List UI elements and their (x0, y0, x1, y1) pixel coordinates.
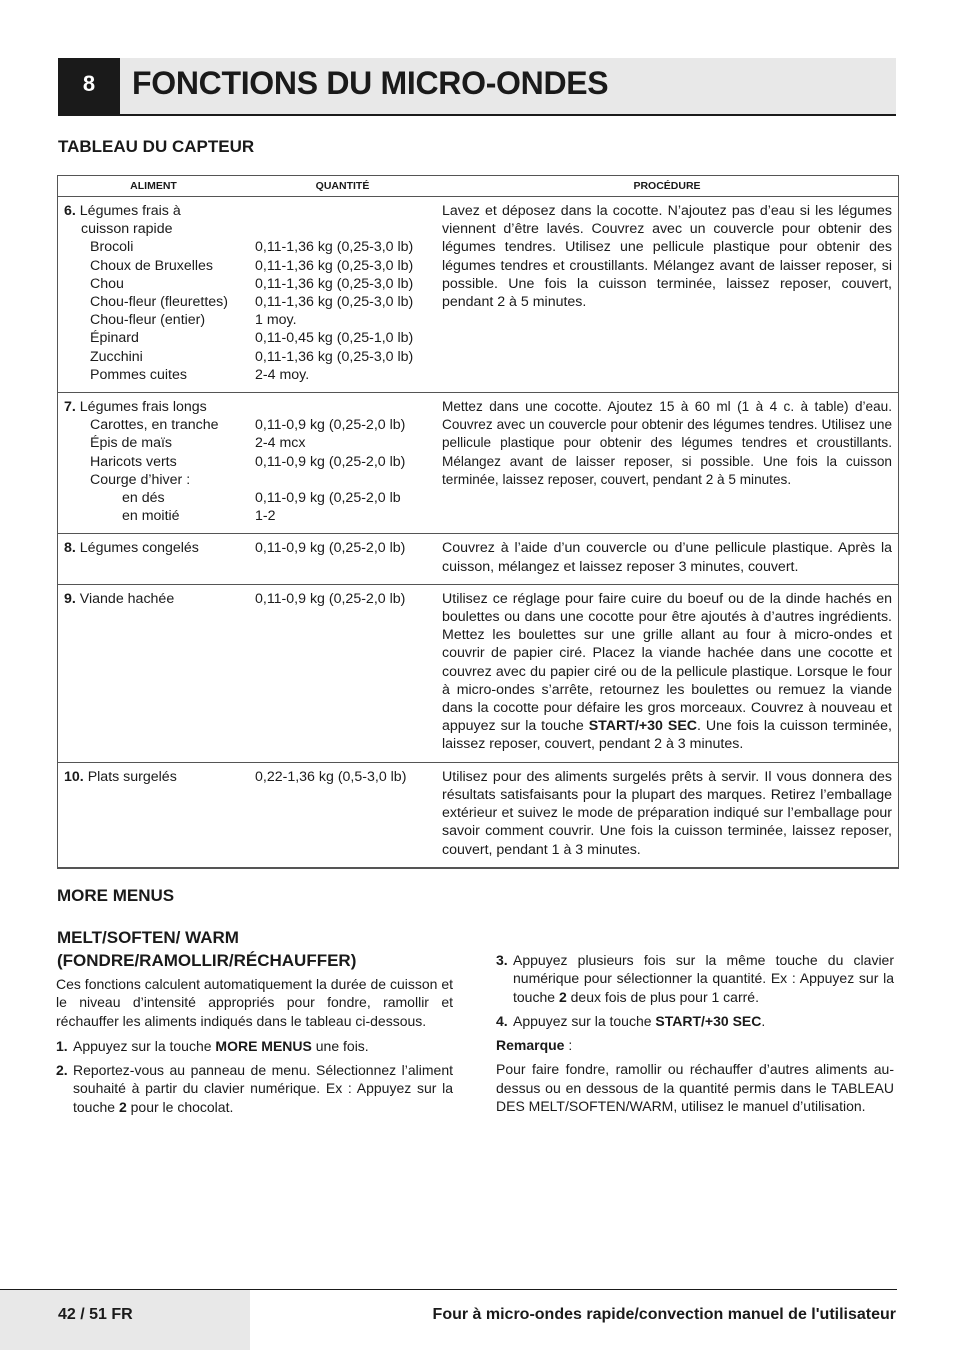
row-number: 9. (64, 590, 76, 607)
quantity-value: 0,11-0,9 kg (0,25-2,0 lb) (255, 417, 406, 434)
table-row (58, 584, 898, 762)
remark-paragraph: Pour faire fondre, ramollir ou réchauffer d’autres aliments au-dessus ou en dessous de la quantité permis dans le TABLEAU DES MELT/SOFTEN/WARM, utilisez le manuel d’utilisation. (496, 1061, 894, 1115)
list-item (496, 1012, 894, 1030)
quantity-value: 0,11-1,36 kg (0,25-3,0 lb) (255, 275, 414, 292)
table-row (58, 197, 898, 393)
step-number: 2. (56, 1062, 68, 1079)
key-label: START/+30 SEC (588, 718, 698, 735)
food-cell (58, 534, 249, 584)
melt-soften-warm-heading (57, 926, 356, 972)
key-label: 2 (558, 988, 567, 1005)
food-cell (58, 197, 249, 393)
food-item: Épinard (90, 330, 139, 347)
step-text: pour le chocolat. (126, 1098, 234, 1115)
page-number: 42 / 51 FR (58, 1306, 133, 1323)
step-text: Appuyez sur la touche (513, 1012, 656, 1029)
row-number: 10. (64, 768, 84, 785)
quantity-value: 0,11-0,9 kg (0,25-2,0 lb (255, 490, 401, 507)
food-subitem: en moitié (122, 508, 180, 525)
quantity-value: 0,11-0,9 kg (0,25-2,0 lb) (255, 453, 406, 470)
row-number: 6. (64, 203, 76, 219)
quantity-cell (249, 393, 436, 534)
food-title: Légumes frais longs (79, 399, 207, 416)
food-title-continued: cuisson rapide (81, 221, 173, 238)
food-cell (58, 393, 249, 534)
food-item: Épis de maïs (90, 435, 173, 452)
food-title: Viande hachée (79, 590, 175, 607)
quantity-value: 0,11-1,36 kg (0,25-3,0 lb) (255, 239, 414, 256)
procedure-cell: Lavez et déposez dans la cocotte. N’ajoutez pas d’eau si les légumes viennent d’être lavés. Couvrez avec un couvercle pour obtenir des légumes tendres. Utilisez une pellicule plastique pour obtenir des légumes tendres et croustillants. Mélangez avant de laisser reposer, si possible. Une fois la cuisson terminée, laissez reposer, couvert, pendant 2 à 5 minutes. (436, 197, 898, 393)
remark-label-text: Remarque (496, 1037, 565, 1054)
key-label: 2 (118, 1098, 127, 1115)
food-item: Haricots verts (90, 453, 177, 470)
list-item (56, 1061, 453, 1116)
step-text: . (761, 1012, 766, 1029)
step-text: deux fois de plus pour 1 carré. (566, 988, 759, 1005)
key-label: MORE MENUS (215, 1037, 312, 1054)
quantity-value: 0,11-0,9 kg (0,25-2,0 lb) (249, 584, 436, 762)
step-text: Reportez-vous au panneau de menu. Sélectionnez l’aliment souhaité à partir du clavier numérique. Ex : Appuyez sur la touche (73, 1062, 453, 1115)
step-text: Appuyez sur la touche (73, 1037, 216, 1054)
table-row (58, 762, 898, 867)
table-row (58, 393, 898, 534)
food-item: Carottes, en tranche (90, 417, 219, 434)
food-item: Chou (90, 275, 124, 292)
food-cell (58, 762, 249, 867)
food-title: Légumes frais à (79, 203, 181, 219)
remark-label (496, 1036, 894, 1054)
quantity-value: 0,22-1,36 kg (0,5-3,0 lb) (249, 762, 436, 867)
food-title: Plats surgelés (87, 768, 177, 785)
quantity-value: 2-4 moy. (255, 366, 310, 383)
food-subitem: en dés (122, 490, 165, 507)
column-header-procedure: PROCÉDURE (436, 176, 898, 197)
step-text: Appuyez plusieurs fois sur la même touche du clavier numérique pour sélectionner la quantité. Ex : Appuyez sur la touche (513, 952, 894, 1005)
step-number: 4. (496, 1012, 508, 1029)
chapter-title: FONCTIONS DU MICRO-ONDES (132, 65, 609, 101)
key-label: START/+30 SEC (655, 1012, 762, 1029)
food-item: Chou-fleur (fleurettes) (90, 294, 228, 311)
procedure-cell: Utilisez pour des aliments surgelés prêts à servir. Il vous donnera des résultats satisfaisants pour la plupart des marques. Retirez l’emballage extérieur et suivez le mode de préparation indiqué sur l’emballage pour savoir comment couvrir. Une fois la cuisson terminée, laissez reposer, couvert, pendant 1 à 3 minutes. (436, 762, 898, 867)
quantity-value: 0,11-1,36 kg (0,25-3,0 lb) (255, 294, 414, 311)
food-item: Pommes cuites (90, 366, 187, 383)
row-number: 8. (64, 540, 76, 557)
quantity-value: 0,11-0,45 kg (0,25-1,0 lb) (255, 330, 414, 347)
procedure-cell (436, 584, 898, 762)
chapter-header (58, 58, 896, 116)
step-number: 3. (496, 952, 508, 968)
sensor-table-heading: TABLEAU DU CAPTEUR (58, 137, 255, 156)
food-item: Zucchini (90, 348, 143, 365)
procedure-cell: Couvrez à l’aide d’un couvercle ou d’une pellicule plastique. Après la cuisson, mélangez et laissez reposer 3 minutes, couvert. (436, 534, 898, 584)
column-header-aliment: ALIMENT (58, 176, 249, 197)
procedure-text: . Une fois la cuisson terminée, laissez reposer, couvert, pendant 2 à 3 minutes. (442, 718, 892, 753)
quantity-value: 0,11-1,36 kg (0,25-3,0 lb) (255, 257, 414, 274)
quantity-value: 0,11-0,9 kg (0,25-2,0 lb) (249, 534, 436, 584)
quantity-value: 0,11-1,36 kg (0,25-3,0 lb) (255, 348, 414, 365)
table-header-row (58, 176, 898, 197)
food-item: Chou-fleur (entier) (90, 312, 206, 329)
food-cell (58, 584, 249, 762)
food-item: Brocoli (90, 239, 134, 256)
row-number: 7. (64, 399, 76, 416)
list-item (496, 951, 894, 1006)
heading-line: (FONDRE/RAMOLLIR/RÉCHAUFFER) (57, 951, 357, 970)
food-title: Légumes congelés (79, 540, 199, 557)
table-row (58, 534, 898, 584)
remark-colon: : (564, 1037, 573, 1054)
column-header-quantite: QUANTITÉ (249, 176, 436, 197)
heading-line: MELT/SOFTEN/ WARM (57, 928, 239, 947)
left-column (56, 975, 453, 1122)
more-menus-heading: MORE MENUS (57, 886, 175, 905)
food-item: Choux de Bruxelles (90, 257, 214, 274)
list-item (56, 1037, 453, 1055)
procedure-cell: Mettez dans une cocotte. Ajoutez 15 à 60 ml (1 à 4 c. à table) d’eau. Couvrez avec un couvercle pour obtenir des légumes tendres. Utilisez une pellicule plastique pour obtenir des légumes tendres et croustillants. Mélangez avant de laisser reposer, si possible. Une fois la cuisson terminée, laissez reposer, couvert, pendant 2 à 5 minutes. (436, 393, 898, 534)
right-column (496, 951, 894, 1121)
footer-divider (0, 1289, 897, 1290)
intro-paragraph: Ces fonctions calculent automatiquement la durée de cuisson et le niveau d’intensité appropriés pour fondre, ramollir et réchauffer les aliments indiqués dans le tableau ci-dessous. (56, 976, 453, 1029)
step-text: une fois. (311, 1037, 369, 1054)
quantity-value: 1-2 (255, 508, 276, 525)
footer-title: Four à micro-ondes rapide/convection manuel de l'utilisateur (432, 1306, 896, 1323)
quantity-cell (249, 197, 436, 393)
quantity-value: 2-4 mcx (255, 435, 306, 452)
food-item: Courge d’hiver : (90, 471, 191, 488)
chapter-number: 8 (58, 58, 120, 114)
step-number: 1. (56, 1037, 68, 1054)
sensor-table (58, 176, 898, 868)
procedure-text: Utilisez ce réglage pour faire cuire du boeuf ou de la dinde hachés en boulettes ou dans une cocotte pour être ajoutés à d’autres ingrédients. Mettez les boulettes sur une grille allant au four à micro-ondes et couvrir de papier ciré. Placez la viande hachée dans une cocotte et couvrez avec du papier ciré ou de la pellicule plastique. Lorsque le four à micro-ondes s’arrête, retournez les boulettes ou remuez la viande dans la cocotte pour défaire les gros morceaux. Couvrez à nouveau et appuyez sur la touche (442, 590, 892, 735)
quantity-value: 1 moy. (255, 312, 297, 329)
